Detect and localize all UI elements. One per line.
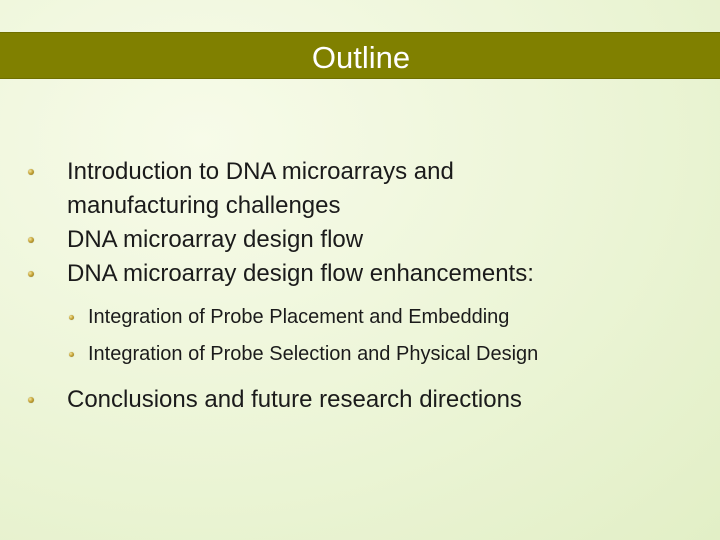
bullet-icon — [28, 169, 34, 175]
bullet-icon — [28, 271, 34, 277]
bullet-text-line2: manufacturing challenges — [67, 192, 341, 219]
bullet-icon — [28, 237, 34, 243]
sub-bullet-icon — [69, 352, 74, 357]
bullet-text: DNA microarray design flow enhancements: — [67, 260, 534, 287]
bullet-icon — [28, 397, 34, 403]
slide-title: Outline — [311, 40, 411, 75]
bullet-text-line1: Introduction to DNA microarrays and — [67, 158, 454, 185]
bullet-text: Conclusions and future research directions — [67, 386, 522, 413]
bullet-text: DNA microarray design flow — [67, 226, 364, 253]
sub-bullet-text: Integration of Probe Placement and Embedding — [88, 306, 510, 328]
sub-bullet-icon — [69, 315, 74, 320]
sub-bullet-text: Integration of Probe Selection and Physical Design — [88, 343, 539, 365]
